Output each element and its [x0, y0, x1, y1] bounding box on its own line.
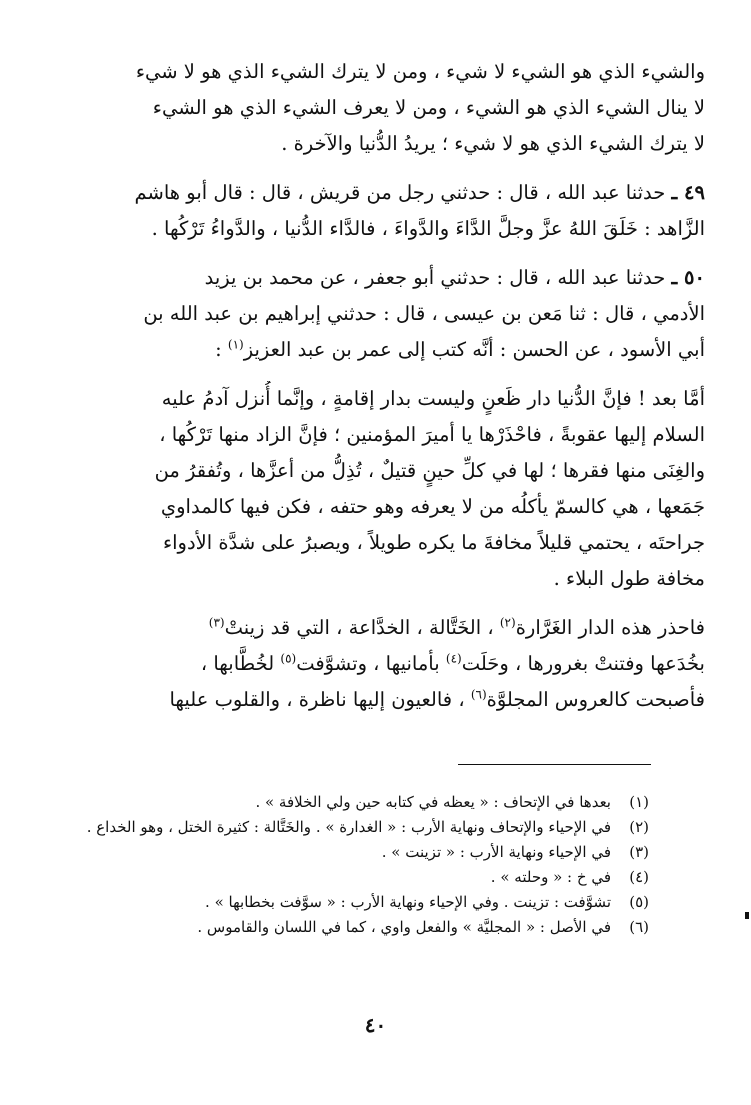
footnote-item [49, 815, 649, 840]
footnote-number: (١) [629, 793, 649, 811]
text-segment: حدثنا عبد الله ، قال : حدثني أبو جعفر ، عن محمد بن يزيد [204, 266, 666, 289]
footnote-number: (٢) [629, 818, 649, 836]
footnote-ref-5[interactable]: (٥) [280, 651, 297, 666]
footnote-number: (٦) [629, 918, 649, 936]
scan-edge-mark [745, 912, 749, 919]
text-segment: فاحذر هذه الدار الغَرَّارة [515, 616, 705, 639]
text-segment: فأصبحت كالعروس المجلوَّة [486, 688, 705, 711]
footnote-number: (٥) [629, 893, 649, 911]
text-line [53, 332, 705, 368]
text-line: السلام إليها عقوبةً ، فاحْذَرْها يا أميرَ المؤمنين ؛ فإنَّ الزاد منها تَرْكُها ، [159, 423, 705, 446]
text-segment: لخُطَّابها ، [200, 652, 281, 675]
text-line [53, 175, 705, 211]
text-line: والشيء الذي هو الشيء لا شيء ، ومن لا يترك الشيء الذي هو لا شيء [135, 60, 705, 83]
paragraph-letter [53, 381, 705, 597]
paragraph-50 [53, 260, 705, 368]
text-line [53, 646, 705, 682]
footnote-item [49, 865, 649, 890]
footnote-item [49, 915, 649, 940]
text-line: أمَّا بعد ! فإنَّ الدُّنيا دار ظَعنٍ وليست بدار إقامةٍ ، وإنَّما أُنزل آدمُ عليه [161, 387, 705, 410]
text-line: والغِنَى منها فقرها ؛ لها في كلِّ حينٍ قتيلٌ ، تُذِلُّ من أعزَّها ، وتُفقرُ من [154, 459, 705, 482]
footnote-number: (٣) [629, 843, 649, 861]
text-segment: ، فالعيون إليها ناظرة ، والقلوب عليها [169, 688, 471, 711]
footnote-text: في الأصل : « المجليَّة » والفعل واوي ، كما في اللسان والقاموس . [197, 918, 611, 936]
hadith-number: ٤٩ ـ [671, 181, 705, 204]
text-line: الزَّاهد : خَلَقَ اللهُ عزَّ وجلَّ الدَّاءَ والدَّواءَ ، فالدَّاء الدُّنيا ، والدَّواءُ تَرْكُها . [151, 217, 705, 240]
footnote-ref-3[interactable]: (٣) [208, 615, 225, 630]
footnote-text: في خ : « وحلته » . [490, 868, 611, 886]
page-number: ٤٠ [364, 1013, 387, 1037]
text-line: جراحتَه ، يحتمي قليلاً مخافةَ ما يكره طويلاً ، ويصبرُ على شدَّة الأدواء [162, 531, 705, 554]
text-line: مخافة طول البلاء . [553, 567, 705, 590]
text-line [53, 682, 705, 718]
footnote-item [49, 840, 649, 865]
paragraph-warning [53, 610, 705, 718]
footnote-ref-2[interactable]: (٢) [499, 615, 516, 630]
text-line: لا يترك الشيء الذي هو لا شيء ؛ يريدُ الدُّنيا والآخرة . [281, 132, 705, 155]
main-text [53, 54, 705, 731]
text-line: الأدمي ، قال : ثنا مَعن بن عيسى ، قال : حدثني إبراهيم بن عبد الله بن [143, 302, 705, 325]
text-line: لا ينال الشيء الذي هو الشيء ، ومن لا يعرف الشيء الذي هو الشيء [152, 96, 705, 119]
paragraph-1 [53, 54, 705, 162]
footnote-divider [458, 764, 651, 765]
text-line [53, 610, 705, 646]
text-line [53, 260, 705, 296]
footnote-text: تشوَّفت : تزينت . وفي الإحياء ونهاية الأرب : « سوَّفت بخطابها » . [205, 893, 611, 911]
text-segment: حدثنا عبد الله ، قال : حدثني رجل من قريش ، قال : قال أبو هاشم [134, 181, 666, 204]
hadith-number: ٥٠ ـ [671, 266, 705, 289]
text-segment: ، الخَتَّالة ، الخدَّاعة ، التي قد زينتْ [224, 616, 500, 639]
text-segment: : [215, 338, 228, 361]
footnote-item [49, 790, 649, 815]
footnote-ref-4[interactable]: (٤) [445, 651, 462, 666]
text-line: جَمَعها ، هي كالسمّ يأكلُه من لا يعرفه وهو حتفه ، فكن فيها كالمداوي [160, 495, 705, 518]
footnote-text: في الإحياء والإتحاف ونهاية الأرب : « الغدارة » . والخَتَّالة : كثيرة الختل ، وهو الخداع . [86, 818, 611, 836]
text-segment: بأمانيها ، وتشوَّفت [296, 652, 446, 675]
footnotes [49, 790, 649, 940]
footnote-ref-1[interactable]: (١) [227, 337, 244, 352]
footnote-ref-6[interactable]: (٦) [470, 687, 487, 702]
text-segment: بخُدَعها وفتنتْ بغرورها ، وحَلَت [461, 652, 705, 675]
text-segment: أبي الأسود ، عن الحسن : أنَّه كتب إلى عمر بن عبد العزيز [243, 338, 705, 361]
footnote-number: (٤) [629, 868, 649, 886]
footnote-text: بعدها في الإتحاف : « يعظه في كتابه حين ولي الخلافة » . [255, 793, 611, 811]
footnote-text: في الإحياء ونهاية الأرب : « تزينت » . [381, 843, 611, 861]
footnote-item [49, 890, 649, 915]
paragraph-49 [53, 175, 705, 247]
